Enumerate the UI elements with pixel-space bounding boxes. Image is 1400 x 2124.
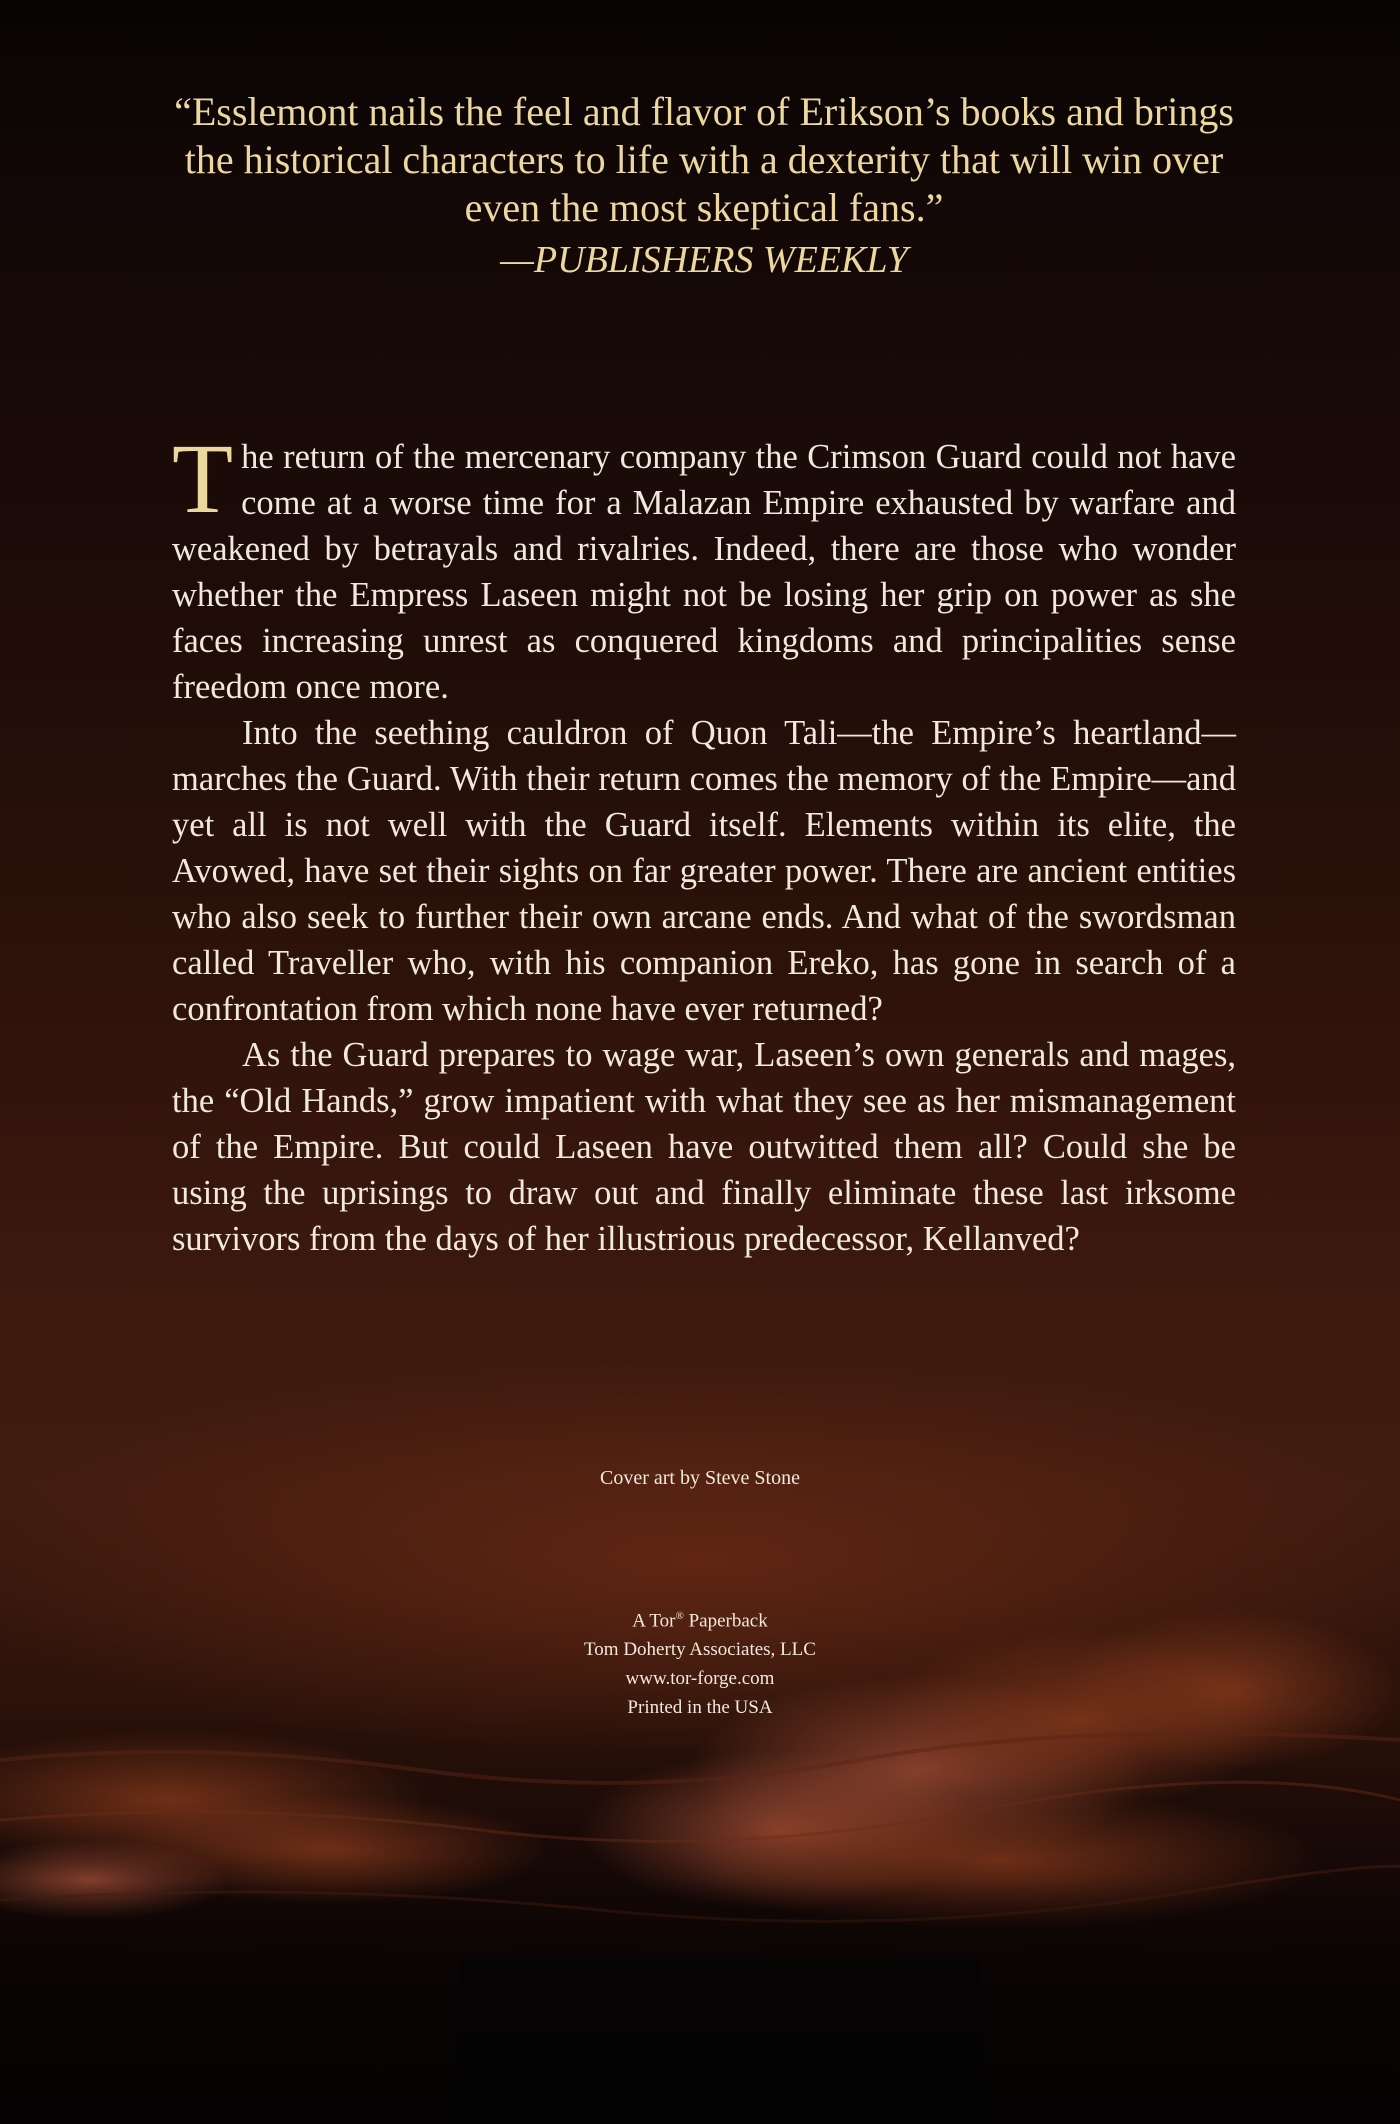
review-quote: “Esslemont nails the feel and flavor of Erikson’s books and brings the historical characters to life with a dexterity that will win over even the most skeptical fans.” <box>174 89 1234 230</box>
printed-location: Printed in the USA <box>627 1697 773 1719</box>
publisher-website: www.tor-forge.com <box>625 1668 775 1690</box>
publisher-imprint <box>0 1602 1400 1722</box>
synopsis-paragraph-2: Into the seething cauldron of Quon Tali—the Empire’s heartland—marches the Guard. With their return comes the memory of the Empire—and yet all is not well with the Guard itself. Elements within its elite, the Avowed, have set their sights on far greater power. There are ancient entities who also seek to further their own arcane ends. And what of the swordsman called Traveller who, with his companion Ereko, has gone in search of a confrontation from which none have ever returned? <box>172 714 1236 1028</box>
imprint-line: A Tor® Paperback <box>632 1610 768 1632</box>
review-blurb <box>170 88 1238 284</box>
synopsis-paragraph-1-text: he return of the mercenary company the Crimson Guard could not have come at a worse time for a Malazan Empire exhausted by warfare and weakened by betrayals and rivalries. Indeed, there are those who wonder whether the Empress Laseen might not be losing her grip on power as she faces increasing unrest as conquered kingdoms and principalities sense freedom once more. <box>172 438 1236 706</box>
publisher-name: Tom Doherty Associates, LLC <box>584 1639 816 1661</box>
synopsis-paragraph-3: As the Guard prepares to wage war, Laseen’s own generals and mages, the “Old Hands,” grow impatient with what they see as her mismanagement of the Empire. But could Laseen have outwitted them all? Could she be using the uprisings to draw out and finally eliminate these last irksome survivors from the days of her illustrious predecessor, Kellanved? <box>172 1036 1236 1258</box>
review-source: —PUBLISHERS WEEKLY <box>500 239 908 281</box>
registered-mark: ® <box>675 1610 684 1622</box>
book-synopsis <box>172 423 1236 1262</box>
cover-art-credit: Cover art by Steve Stone <box>600 1467 800 1489</box>
synopsis-paragraph-1 <box>172 423 1236 710</box>
drop-cap: T <box>172 423 234 534</box>
